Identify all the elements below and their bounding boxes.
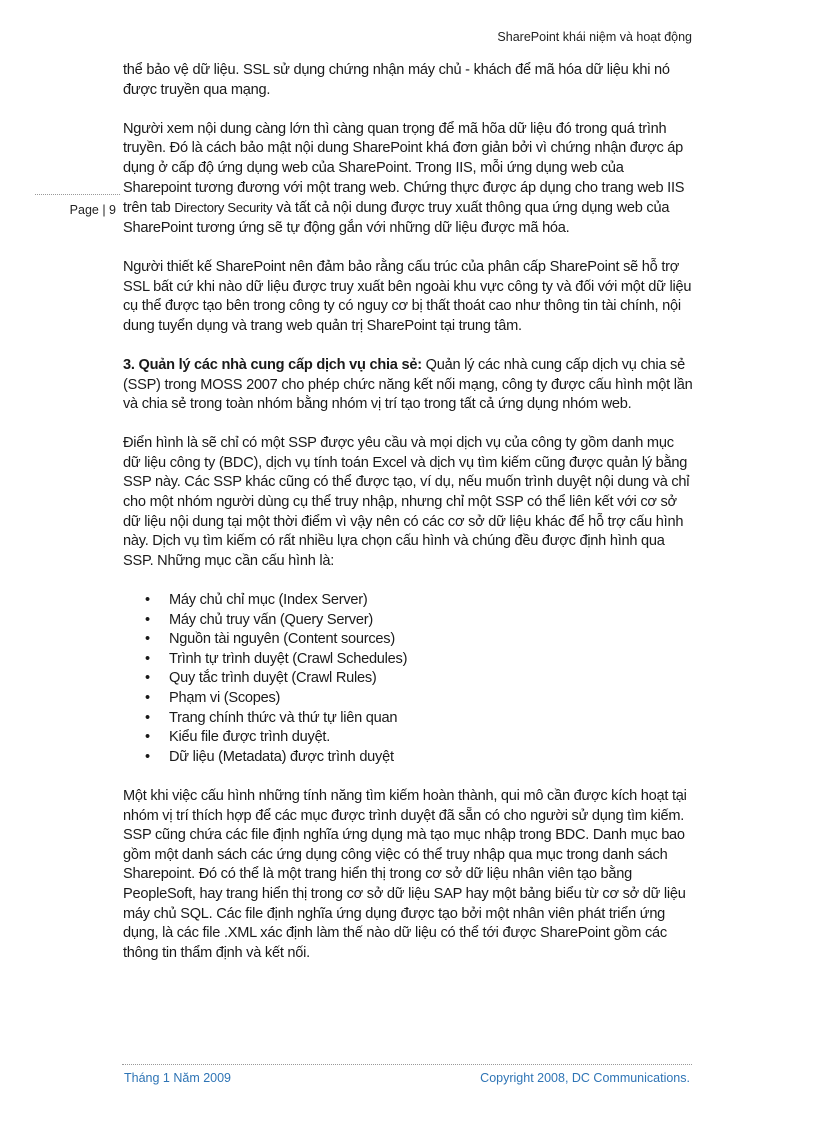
list-item-text: Quy tắc trình duyệt (Crawl Rules) bbox=[169, 670, 377, 687]
paragraph-encryption-part2: và tất cả nội dung được truy xuất thông qua ứng dụng web của SharePoint tương ứng sẽ tự động gắn với những dữ liệu được mã hóa. bbox=[123, 200, 670, 236]
paragraph-ssp-typical: Điển hình là sẽ chỉ có một SSP được yêu cầu và mọi dịch vụ của công ty gồm danh mục dữ liệu công ty (BDC), dịch vụ tính toán Excel và dịch vụ tìm kiếm cũng được quản lý bằng SSP này. Các SSP khác cũng có thể được tạo, ví dụ, nếu muốn trình duyệt nội dung và chỉ cho một nhóm người dùng cụ thể truy nhập, nhưng chỉ một SSP có thể liên kết với cơ sở dữ liệu nội dung tại một thời điểm vì vậy nên có các cơ sở dữ liệu khác để hỗ trợ cấu hình này. Dịch vụ tìm kiếm có rất nhiều lựa chọn cấu hình và chúng đều được định hình qua SSP. Những mục cần cấu hình là: bbox=[123, 435, 690, 569]
list-item-text: Phạm vi (Scopes) bbox=[169, 690, 281, 706]
paragraph-search-config: Một khi việc cấu hình những tính năng tìm kiếm hoàn thành, qui mô cần được kích hoạt tại nhóm vị trí thích hợp để các mục được trình duyệt đã sẵn có cho người sử dụng tìm kiếm. SSP cũng chứa các file định nghĩa ứng dụng mà tạo mục nhập trong BDC. Danh mục bao gồm một danh sách các ứng dụng công việc có thể truy nhập qua mục trong danh sách Sharepoint. Đó có thể là một trang hiển thị trong cơ sở dữ liệu nhân viên tạo bằng PeopleSoft, hay trang hiển thị trong cơ sở dữ liệu SAP hay một bảng biểu từ cơ sở dữ liệu máy chủ SQL. Các file định nghĩa ứng dụng được tạo bởi một nhân viên phát triển ứng dụng, là các file .XML xác định làm thế nào dữ liệu có thể tới được SharePoint gồm các thông tin thẩm định và kết nối. bbox=[123, 787, 687, 961]
section-body-ssp: Quản lý các nhà cung cấp dịch vụ chia sẻ (SSP) trong MOSS 2007 cho phép chức năng kết nối mạng, công ty được cấu hình một lần và chia sẻ trong toàn nhóm bằng nhóm vị trí tạo trong tất cả ứng dụng nhóm web. bbox=[123, 356, 693, 413]
bullet-icon: • bbox=[145, 631, 150, 648]
list-item-text: Trình tự trình duyệt (Crawl Schedules) bbox=[169, 650, 408, 667]
list-item bbox=[145, 689, 693, 709]
bullet-icon: • bbox=[145, 748, 150, 765]
list-item-text: Kiểu file được trình duyệt. bbox=[169, 729, 331, 746]
bullet-icon: • bbox=[145, 729, 150, 746]
paragraph-encryption-part1: Người xem nội dung càng lớn thì càng quan trọng để mã hõa dữ liệu đó trong quá trình truyền. Đó là cách bảo mật nội dung SharePoint khá đơn giản bởi vì chứng nhận được áp dụng ở cấp độ ứng dụng web của SharePoint. Trong IIS, mỗi ứng dụng web của Sharepoint tương đương với một trang web. Chứng thực được áp dụng cho trang web IIS trên tab bbox=[123, 120, 685, 217]
bullet-icon: • bbox=[145, 650, 150, 667]
list-item-text: Nguồn tài nguyên (Content sources) bbox=[169, 631, 395, 648]
document-body bbox=[123, 61, 693, 983]
footer-copyright: Copyright 2008, DC Communications. bbox=[480, 1071, 690, 1085]
bullet-icon: • bbox=[145, 690, 150, 706]
list-item bbox=[145, 669, 693, 689]
footer-date: Tháng 1 Năm 2009 bbox=[124, 1071, 232, 1085]
list-item-text: Máy chủ chỉ mục (Index Server) bbox=[169, 592, 368, 609]
list-item bbox=[145, 709, 693, 729]
paragraph-encryption bbox=[123, 120, 693, 239]
list-item bbox=[145, 748, 693, 768]
list-item bbox=[145, 591, 693, 611]
paragraph-ssp-section bbox=[123, 356, 693, 415]
bullet-icon: • bbox=[145, 592, 150, 609]
page-marker-divider bbox=[35, 194, 120, 195]
list-item bbox=[145, 650, 693, 670]
bullet-icon: • bbox=[145, 611, 150, 628]
section-heading-ssp: 3. Quản lý các nhà cung cấp dịch vụ chia sẻ: bbox=[123, 356, 422, 373]
paragraph-ssl-intro: thể bảo vệ dữ liệu. SSL sử dụng chứng nhận máy chủ - khách để mã hóa dữ liệu khi nó được truyền qua mạng. bbox=[123, 62, 670, 98]
list-item bbox=[145, 728, 693, 748]
footer bbox=[124, 1071, 690, 1085]
bullet-icon: • bbox=[145, 709, 150, 726]
bullet-icon: • bbox=[145, 670, 150, 687]
list-item-text: Máy chủ truy vấn (Query Server) bbox=[169, 611, 373, 628]
paragraph-ssl-design: Người thiết kế SharePoint nên đảm bảo rằng cấu trúc của phân cấp SharePoint sẽ hỗ trợ SSL bất cứ khi nào dữ liệu được truy xuất bên ngoài khu vực công ty và đối với một dữ liệu cụ thể được tạo bên trong công ty có nguy cơ bị thất thoát cao như thông tin tài chính, nội dung tuyển dụng và trang web quản trị SharePoint tại trung tâm. bbox=[123, 258, 692, 334]
footer-divider bbox=[122, 1064, 692, 1065]
list-item bbox=[145, 630, 693, 650]
header-title: SharePoint khái niệm và hoạt động bbox=[497, 30, 692, 44]
list-item bbox=[145, 611, 693, 631]
page-number-marker bbox=[35, 194, 120, 217]
page-number-label: Page | 9 bbox=[69, 203, 116, 217]
directory-security-tab-name: Directory Security bbox=[174, 200, 273, 216]
config-items-list bbox=[123, 591, 693, 767]
list-item-text: Trang chính thức và thứ tự liên quan bbox=[169, 709, 398, 726]
list-item-text: Dữ liệu (Metadata) được trình duyệt bbox=[169, 748, 394, 765]
